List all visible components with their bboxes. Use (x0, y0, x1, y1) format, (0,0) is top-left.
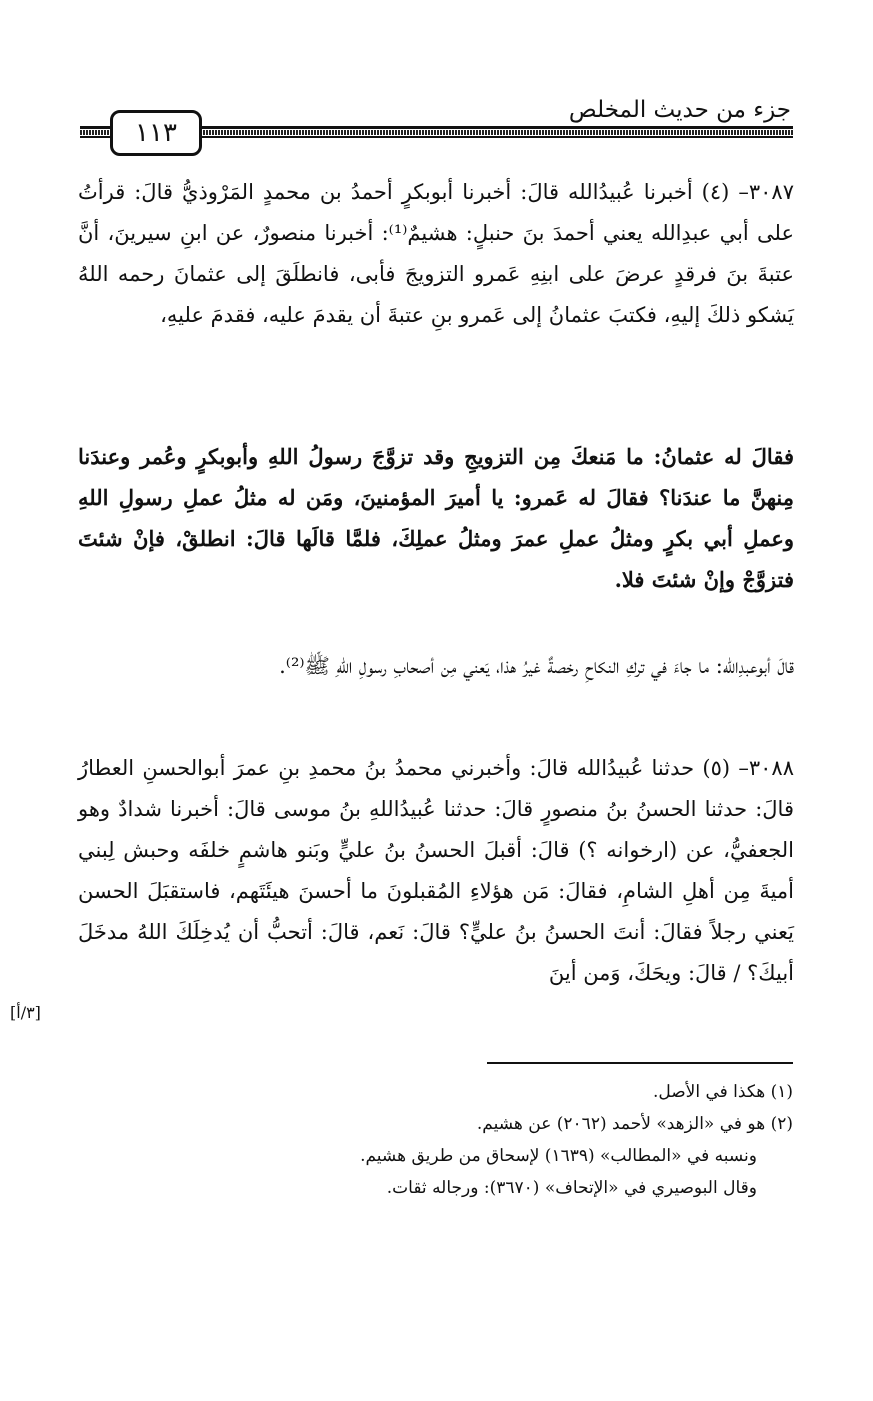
paragraph-dialogue: فقالَ له عثمانُ: ما مَنعكَ مِن التزويجِ وقد تزوَّجَ رسولُ اللهِ وأبوبكرٍ وعُمر وعندَنا مِنهنَّ ما عندَنا؟ فقالَ له عَمرو: يا أميرَ المؤمنينَ، ومَن له مثلُ عملِ رسولِ اللهِ وعملِ أبي بكرٍ ومثلُ عملِ عمرَ ومثلُ عملِكَ، فلمَّا قالَها قالَ: انطلقْ، فإنْ شئتَ فتزوَّجْ وإنْ شئتَ فلا. (78, 444, 794, 592)
footnote-2: (٢) هو في «الزهد» لأحمد (٢٠٦٢) عن هشيم. (476, 1114, 793, 1134)
footnote-2-continuation: ونسبه في «المطالب» (١٦٣٩) لإسحاق من طريق هشيم. (360, 1146, 757, 1166)
paragraph-comment: قالَ أبوعبدِالله: ما جاءَ في تركِ النكاحِ رخصةٌ غيرُ هذا، يَعني مِن أصحابِ رسولِ اللهِ ﷺ⁽²⁾. (279, 654, 794, 678)
page-header (80, 92, 793, 164)
paragraph-hadith-3087: ٣٠٨٧– (٤) أخبرنا عُبيدُالله قالَ: أخبرنا أبوبكرٍ أحمدُ بن محمدٍ المَرْوذيُّ قالَ: قرأتُ على أبي عبدِالله يعني أحمدَ بنَ حنبلٍ: هشيمٌ⁽¹⁾: أخبرنا منصورٌ، عن ابنِ سيرينَ، أنَّ عتبةَ بنَ فرقدٍ عرضَ على ابنِهِ عَمرو التزويجَ فأبى، فانطلَقَ إلى عثمانَ رحمه اللهُ يَشكو ذلكَ إليهِ، فكتبَ عثمانُ إلى عَمرو بنِ عتبةَ أن يقدمَ عليه، فقدمَ عليهِ، (78, 180, 794, 327)
running-title: جزء من حديث المخلص (568, 97, 791, 123)
page-number: ١١٣ (110, 110, 202, 156)
main-text (78, 172, 794, 1014)
manuscript-folio-marker: [٣/أ] (10, 1003, 41, 1022)
footnote-1: (١) هكذا في الأصل. (652, 1082, 793, 1102)
footnote-separator (487, 1062, 793, 1064)
footnotes (113, 1076, 793, 1204)
paragraph-hadith-3088: ٣٠٨٨– (٥) حدثنا عُبيدُالله قالَ: وأخبرني محمدُ بنُ محمدِ بنِ عمرَ أبوالحسنِ العطارُ قالَ: حدثنا الحسنُ بنُ منصورٍ قالَ: حدثنا عُبيدُاللهِ بنُ موسى قالَ: أخبرنا شدادٌ وهو الجعفيُّ، عن (ارخوانه ؟) قالَ: أقبلَ الحسنُ بنُ عليٍّ وبَنو هاشمٍ خلفَه وحبش لِبني أميةَ مِن أهلِ الشامِ، فقالَ: مَن هؤلاءِ المُقبلونَ ما أحسنَ هيئَتَهم، فاستقبَلَ الحسن يَعني رجلاً فقالَ: أنتَ الحسنُ بنُ عليٍّ؟ قالَ: نَعم، قالَ: أتحبُّ أن يُدخِلَكَ اللهُ مدخَلَ أبيكَ؟ / قالَ: ويحَكَ، وَمن أينَ (78, 756, 794, 985)
footnote-2-continuation: وقال البوصيري في «الإتحاف» (٣٦٧٠): ورجاله ثقات. (386, 1178, 757, 1198)
